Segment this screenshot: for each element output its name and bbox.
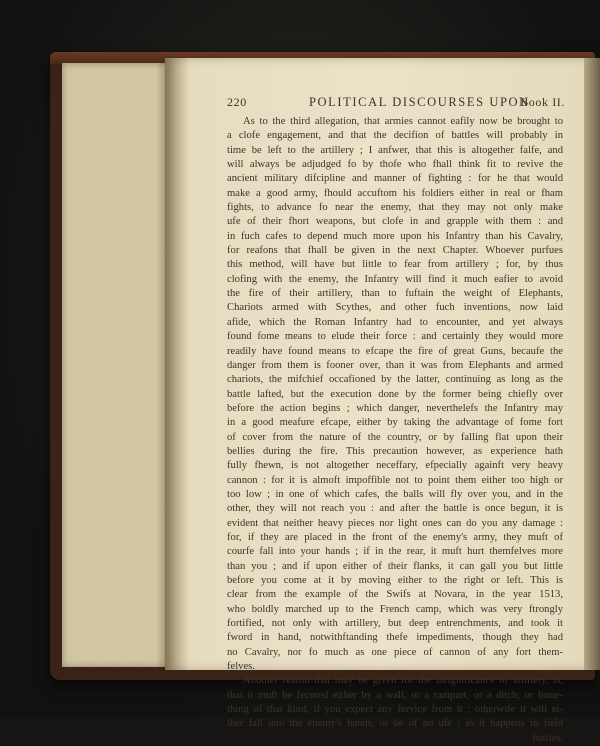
text-line: chariots, the mifchief occafioned by the latter, continuing as long as the <box>227 374 563 386</box>
book-label: Book II. <box>520 95 565 109</box>
page-text-block <box>227 95 563 746</box>
text-line: bellies during the fire. This precaution however, as experience hath <box>227 445 563 457</box>
text-line: fights, to advance fo near the enemy, that they may not only make <box>227 202 563 214</box>
text-line: other, they will not reach you : and after the battle is once begun, it is <box>227 503 563 515</box>
text-line: Another reafon that may be given for the infignificance of artillery, is, <box>243 675 563 687</box>
text-line: who boldly marched up to the French camp, which was very ftrongly <box>227 603 563 615</box>
text-line: time be left to the artillery ; I anfwer, that this is altogether falfe, and <box>227 144 563 156</box>
catchword: battles, <box>532 732 563 744</box>
text-line: for, if they are placed in the front of the enemy's army, they muft of <box>227 531 563 543</box>
text-line: courfe fall into your hands ; if in the rear, it muft hurt themfelves more <box>227 546 563 558</box>
text-line: found fome means to elude their force : and certainly they would more <box>227 331 563 343</box>
text-line: ther fall into the enemy's hands, or be of no ufe : as it happens in field <box>227 718 563 730</box>
page-block-edges <box>62 63 170 667</box>
text-line: afide, which the Roman Infantry had to encounter, and yet always <box>227 316 563 328</box>
text-line: that it muft be fecured either by a wall, or a rampart, or a ditch, or fome- <box>227 689 563 701</box>
text-line: make a good army, fhould accuftom his foldiers either in real or fham <box>227 187 563 199</box>
text-line: ufe of their fhort weapons, but clofe in and grapple with them : and <box>227 216 563 228</box>
text-line: thing of that kind, if you expect any fervice from it ; otherwife it will ei- <box>227 704 563 716</box>
text-line: in fuch cafes to depend much more upon his Infantry than his Cavalry, <box>227 230 563 242</box>
running-title: POLITICAL DISCOURSES UPON <box>309 95 530 109</box>
text-line: ancient military difcipline and manner of fighting : for he that would <box>227 173 563 185</box>
text-line: the fire of their artillery, than to fuftain the weight of Elephants, <box>227 288 563 300</box>
text-line: fword in hand, notwithftanding thefe impediments, though they had <box>227 632 563 644</box>
text-line: in a good meafure efcape, either by taking the advantage of fome fort <box>227 417 563 429</box>
text-line: for reafons that fhall be given in the next Chapter. Whoever purfues <box>227 245 563 257</box>
text-line: evident that neither heavy pieces nor light ones can do you any damage : <box>227 517 563 529</box>
gutter-shadow <box>165 58 189 670</box>
text-line: before the action begins ; which danger, neverthelefs the Infantry may <box>227 402 563 414</box>
text-line: As to the third allegation, that armies cannot eafily now be brought to <box>243 116 563 127</box>
text-line: felves. <box>227 661 255 673</box>
text-line: too low ; in one of which cafes, the balls will fly over you, and in the <box>227 488 563 500</box>
text-line: danger from them is fooner over, than it was from Elephants and armed <box>227 359 563 371</box>
text-line: a clofe engagement, and that the decifion of battles will probably in <box>227 130 563 142</box>
text-line: fully fhewn, is not altogether neceffary, efpecially againft very heavy <box>227 460 563 472</box>
text-line: Chariots armed with Scythes, and other fuch inventions, now laid <box>227 302 563 314</box>
running-head <box>227 95 563 113</box>
text-line: no Cavalry, nor fo much as one piece of cannon of any fort them- <box>227 646 563 658</box>
text-line: cannon : for it is almoft impoffible not to point them either too high or <box>227 474 563 486</box>
body-text <box>227 115 563 746</box>
text-line: battle lafted, but the execution done by the former being chiefly over <box>227 388 563 400</box>
text-line: than you ; and if upon either of their flanks, it can gall you but little <box>227 560 563 572</box>
page-number: 220 <box>227 95 247 109</box>
fore-edge-shadow <box>584 58 600 670</box>
text-line: will always be adjudged fo by thofe who fhall think fit to revive the <box>227 159 563 171</box>
text-line: before you come at it by moving either to the right or left. This is <box>227 575 563 586</box>
text-line: fortified, not only with artillery, but deep entrenchments, and took it <box>227 618 563 630</box>
text-line: readily have found means to efcape the fire of great Guns, becaufe the <box>227 345 563 357</box>
text-line: clofing with the enemy, the Infantry will find it much eafier to avoid <box>227 273 563 285</box>
text-line: of cover from the nature of the country, or by falling flat upon their <box>227 431 563 443</box>
text-line: this method, will have but little to fear from artillery ; for, by thus <box>227 259 563 271</box>
text-line: clear from the example of the Swifs at Novara, in the year 1513, <box>227 589 563 601</box>
